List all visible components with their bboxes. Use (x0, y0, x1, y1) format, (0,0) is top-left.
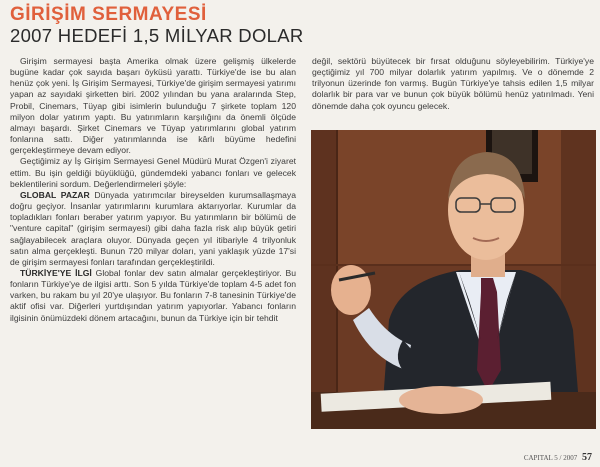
page-footer (524, 452, 592, 463)
paragraph-global-market-text: Dünyada yatırımcılar bireyselden kurumsallaşmaya doğru geçiyor. İnsanlar yatırımlarını kurumlara aktarıyorlar. Kurumlar da topladıkları fonları beraber yatırım yapıyor. Bu yatırımların bir bölümü de "venture capital" (girişim sermayesi) gibi daha fazla risk alıp büyük getiri sağlayabilecek araçlara oluyor. Dünyada geçen yıl itibariyle 4 trilyonluk satın alma gerçekleşti. Bunun 720 milyar doları, yani yaklaşık yüzde 17'si de girişim sermayesi fonları tarafından gerçekleştirildi. (10, 189, 296, 267)
section-kicker: GİRİŞİM SERMAYESİ (10, 4, 207, 25)
paragraph-visit: Geçtiğimiz ay İş Girişim Sermayesi Genel Müdürü Murat Özgen'i ziyaret ettim. Bu işin geldiği büyüklüğü, gündemdeki yabancı fonları ve gelecek beklentilerini sordum. Değerlendirmeleri şöyle: (10, 156, 296, 189)
portrait-photo (311, 130, 596, 429)
subhead-global-market: GLOBAL PAZAR (20, 189, 90, 200)
paragraph-continuation: değil, sektörü büyütecek bir fırsat olduğunu söyleyebilirim. Türkiye'ye geçtiğimiz yıl 700 milyar dolarlık yatırım yapılmış. Ve o dönemde 2 trilyonun üzerinde fon varmış. Bugün Türkiye'ye tahsis edilen 1,5 milyar dolarlık bir para var ve bunun çok büyük bölümü henüz yatırılmadı. Yeni dönemde daha çok oyuncu gelecek. (312, 56, 594, 111)
paragraph-interest-in-turkey-text: Global fonlar dev satın almalar gerçekleştiriyor. Bu fonların Türkiye'ye de ilgisi arttı. Son 5 yılda Türkiye'de toplam 4-5 adet fon varken, bu rakam bu yıl 20'ye ulaşıyor. Bu fonların 7-8 tanesinin Türkiye'de aktif ofisi var. Diğerleri yurtdışından yatırım yapıyorlar. Yabancı fonların ilgisinin önümüzdeki dönem artacağını, bunun da Türkiye için bir tehdit (10, 267, 296, 323)
paragraph-global-market (10, 190, 296, 268)
subhead-interest-in-turkey: TÜRKİYE'YE İLGİ (20, 267, 92, 278)
portrait-illustration (311, 130, 596, 429)
paragraph-interest-in-turkey (10, 268, 296, 324)
paragraph-intro: Girişim sermayesi başta Amerika olmak üzere gelişmiş ülkelerde bugüne kadar çok sayıda başarı öyküsü yarattı. Türkiye'de ise bu alan henüz çok yeni. İş Girişim Sermayesi, Türkiye'de girişim sermayesi yatırımı yapan az sayıdaki şirketten biri. 2002 yılından bu yana aralarında Step, Probil, Cinemars, Tüyap gibi isimlerin bulunduğu 7 şirkete toplam 120 milyon dolar yatırım yaptı. Bu yatırımların karşılığını da önemli ölçüde almayı başardı. Şirket Cinemars ve Tüyap yatırımlarını global yatırım fonlarına sattı. Diğer yatırımlarında ise kârlı büyüme hedefini gerçekleştirmeye devam ediyor. (10, 56, 296, 156)
magazine-issue: CAPITAL 5 / 2007 (523, 454, 578, 462)
right-column (312, 56, 594, 112)
page-number: 57 (582, 452, 592, 463)
left-column (10, 56, 296, 324)
article-headline: 2007 HEDEFİ 1,5 MİLYAR DOLAR (10, 25, 304, 46)
